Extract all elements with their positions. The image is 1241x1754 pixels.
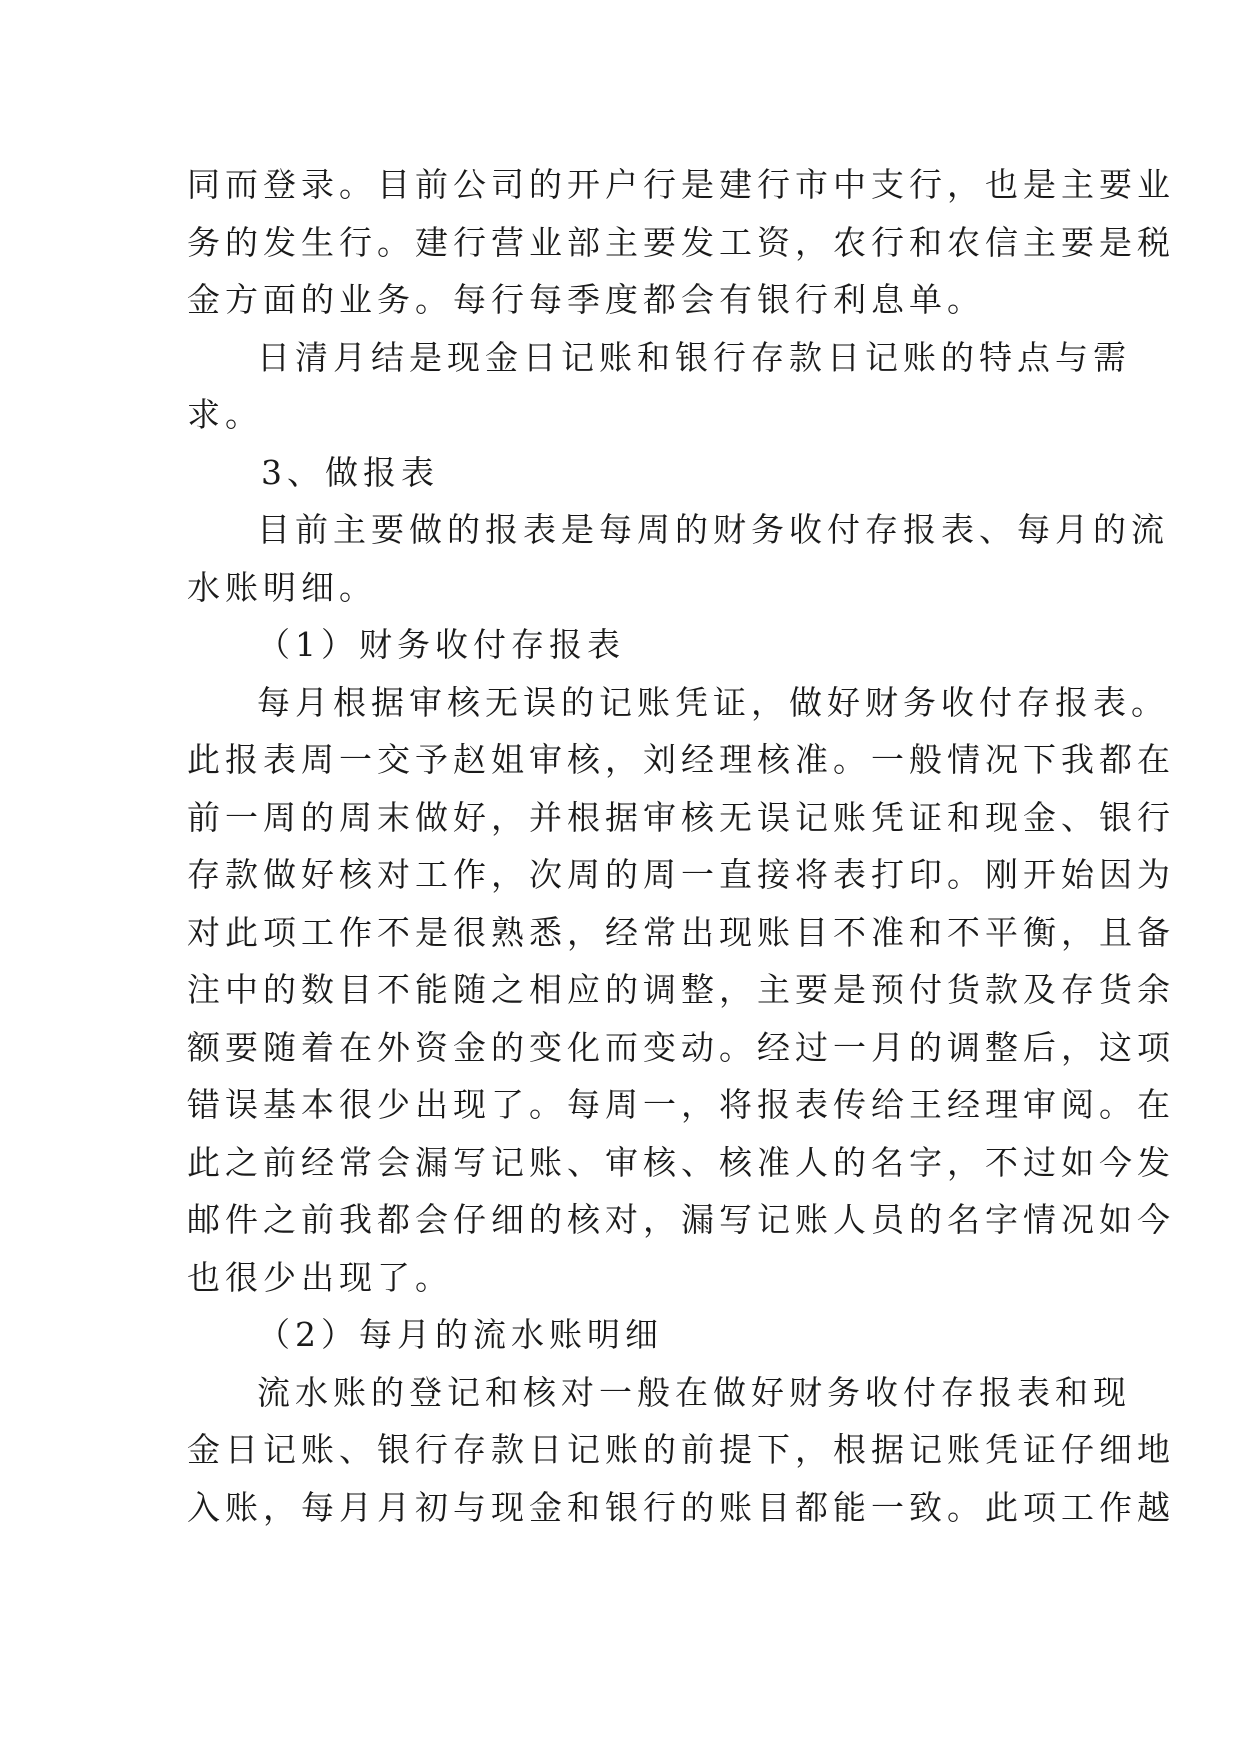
paragraph-line: 同而登录。目前公司的开户行是建行市中支行，也是主要业 [187, 165, 1175, 204]
paragraph-line: 日清月结是现金日记账和银行存款日记账的特点与需 [257, 337, 1131, 377]
paragraph-line: 也很少出现了。 [187, 1257, 453, 1297]
paragraph-line: 错误基本很少出现了。每周一，将报表传给王经理审阅。在 [187, 1085, 1175, 1124]
paragraph-line: 流水账的登记和核对一般在做好财务收付存报表和现 [257, 1372, 1131, 1412]
section-heading: 3、做报表 [261, 452, 439, 492]
paragraph-line: 此报表周一交予赵姐审核，刘经理核准。一般情况下我都在 [187, 740, 1175, 779]
subsection-heading: （1）财务收付存报表 [257, 625, 625, 664]
paragraph-line: 金日记账、银行存款日记账的前提下，根据记账凭证仔细地 [187, 1430, 1175, 1469]
paragraph-line: 注中的数目不能随之相应的调整，主要是预付货款及存货余 [187, 970, 1175, 1009]
paragraph-line: 金方面的业务。每行每季度都会有银行利息单。 [187, 280, 985, 319]
paragraph-line: 目前主要做的报表是每周的财务收付存报表、每月的流 [257, 510, 1169, 549]
paragraph-line: 水账明细。 [187, 567, 377, 607]
paragraph-line: 此之前经常会漏写记账、审核、核准人的名字，不过如今发 [187, 1142, 1175, 1182]
paragraph-line: 务的发生行。建行营业部主要发工资，农行和农信主要是税 [187, 222, 1175, 262]
paragraph-line: 邮件之前我都会仔细的核对，漏写记账人员的名字情况如今 [187, 1200, 1175, 1239]
paragraph-line: 额要随着在外资金的变化而变动。经过一月的调整后，这项 [187, 1027, 1175, 1067]
paragraph-line: 入账，每月月初与现金和银行的账目都能一致。此项工作越 [187, 1487, 1175, 1527]
body-text [187, 156, 1175, 1536]
paragraph-line: 存款做好核对工作，次周的周一直接将表打印。刚开始因为 [187, 855, 1175, 894]
subsection-heading: （2）每月的流水账明细 [257, 1315, 663, 1354]
paragraph-line: 对此项工作不是很熟悉，经常出现账目不准和不平衡，且备 [187, 912, 1175, 952]
paragraph-line: 求。 [187, 395, 263, 434]
paragraph-line: 每月根据审核无误的记账凭证，做好财务收付存报表。 [257, 682, 1169, 722]
paragraph-line: 前一周的周末做好，并根据审核无误记账凭证和现金、银行 [187, 797, 1175, 837]
